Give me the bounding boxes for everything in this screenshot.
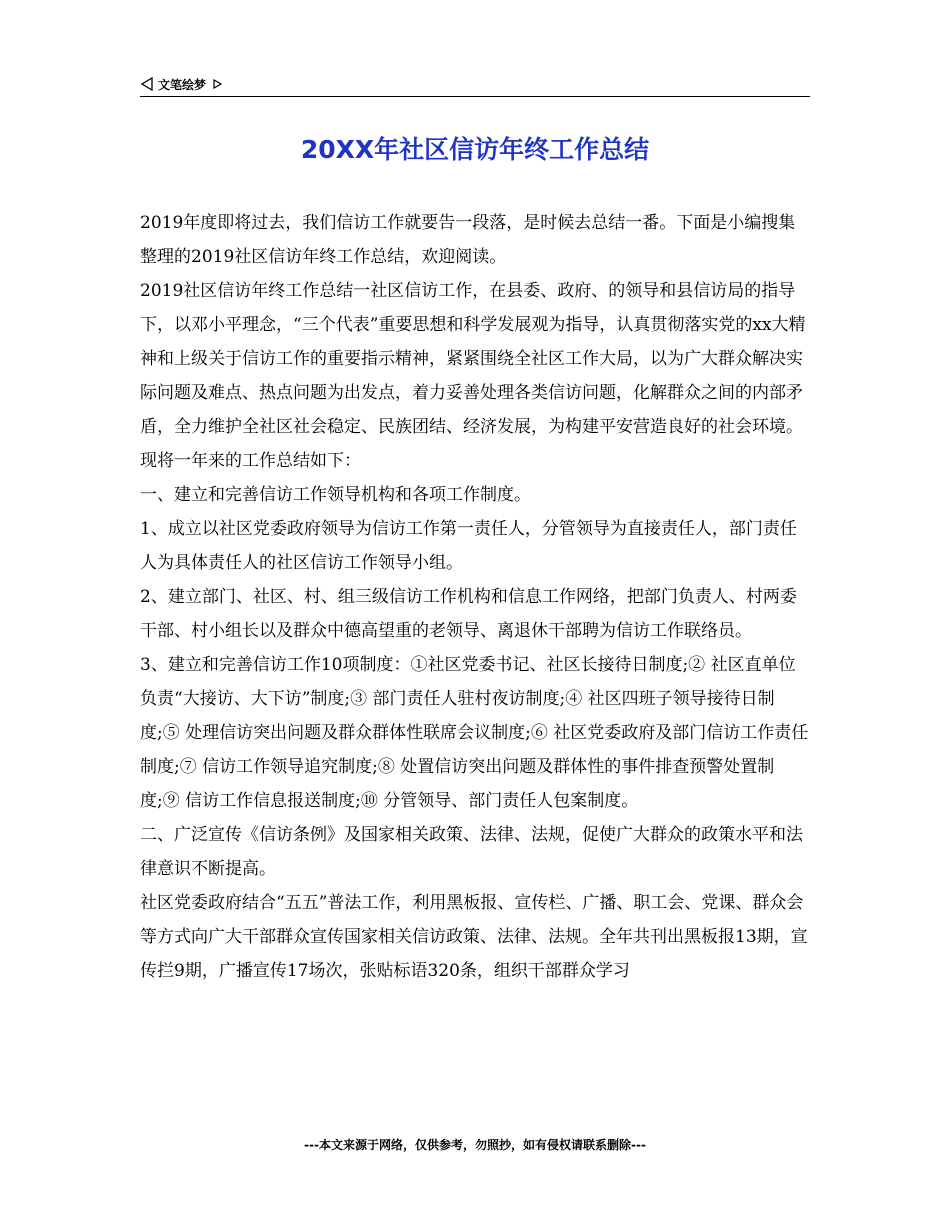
paragraph: 2、建立部门、社区、村、组三级信访工作机构和信息工作网络，把部门负责人、村两委干部、村小组长以及群众中德高望重的老领导、离退休干部聘为信访工作联络员。 [140, 587, 797, 641]
section-heading: 一、建立和完善信访工作领导机构和各项工作制度。 [140, 485, 531, 505]
paragraph: 2019年度即将过去，我们信访工作就要告一段落，是时候去总结一番。下面是小编搜集整理的2019社区信访年终工作总结，欢迎阅读。 [140, 213, 796, 267]
paragraph: 3、建立和完善信访工作10项制度：①社区党委书记、社区长接待日制度;② 社区直单位负责“大接访、大下访”制度;③ 部门责任人驻村夜访制度;④ 社区四班子领导接待日制度;⑤ 处理信访突出问题及群众群体性联席会议制度;⑥ 社区党委政府及部门信访工作责任制度;⑦ 信访工作领导追究制度;⑧ 处置信访突出问题及群体性的事件排查预警处置制度;⑨ 信访工作信息报送制度;⑩ 分管领导、部门责任人包案制度。 [140, 655, 809, 811]
page-header [140, 72, 810, 97]
paragraph: 社区党委政府结合“五五”普法工作，利用黑板报、宣传栏、广播、职工会、党课、群众会等方式向广大干部群众宣传国家相关信访政策、法律、法规。全年共刊出黑板报13期，宣传拦9期，广播宣传17场次，张贴标语320条，组织干部群众学习 [140, 893, 808, 981]
document-title: 20XX年社区信访年终工作总结 [300, 135, 650, 164]
paragraph: 2019社区信访年终工作总结一社区信访工作，在县委、政府、的领导和县信访局的指导下，以邓小平理念，“三个代表”重要思想和科学发展观为指导，认真贯彻落实党的xx大精神和上级关于信访工作的重要指示精神，紧紧围绕全社区工作大局，以为广大群众解决实际问题及难点、热点问题为出发点，着力妥善处理各类信访问题，化解群众之间的内部矛盾，全力维护全社区社会稳定、民族团结、经济发展，为构建平安营造良好的社会环境。现将一年来的工作总结如下： [140, 281, 806, 471]
left-triangle-icon [140, 77, 154, 91]
header-brand: 文笔绘梦 [158, 77, 207, 92]
document-body [140, 206, 810, 988]
section-heading: 二、广泛宣传《信访条例》及国家相关政策、法律、法规，促使广大群众的政策水平和法律意识不断提高。 [140, 825, 803, 879]
footer-notice: ---本文来源于网络，仅供参考，勿照抄，如有侵权请联系删除--- [304, 1138, 646, 1152]
paragraph: 1、成立以社区党委政府领导为信访工作第一责任人，分管领导为直接责任人，部门责任人为具体责任人的社区信访工作领导小组。 [140, 519, 797, 573]
right-triangle-icon [212, 79, 222, 89]
